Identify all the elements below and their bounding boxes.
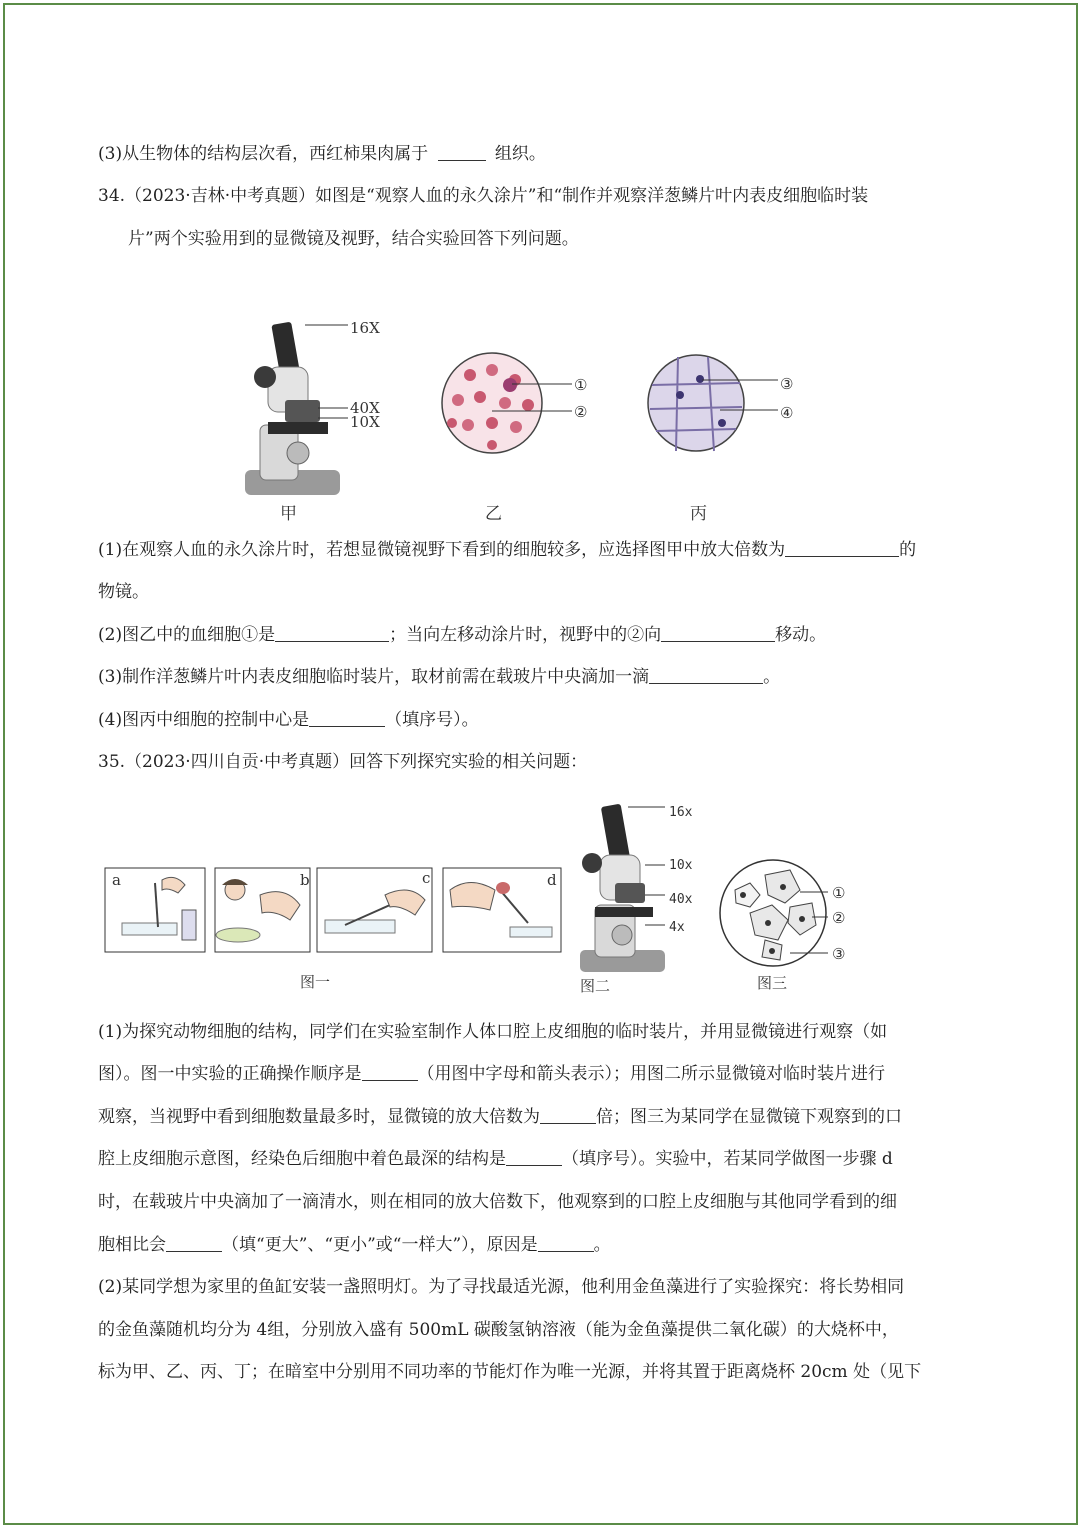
caption-fig2: 图二 bbox=[580, 977, 611, 995]
q34-p3-suffix: 。 bbox=[763, 667, 781, 687]
q34-stem-line1: 34.（2023·吉林·中考真题）如图是“观察人血的永久涂片”和“制作并观察洋葱鳞片叶内表皮细胞临时装 bbox=[98, 186, 869, 206]
fig1-panel-d bbox=[443, 868, 561, 952]
mag-4x-label: 4x bbox=[669, 920, 685, 935]
answer-blank[interactable] bbox=[506, 1147, 562, 1166]
label-2: ② bbox=[574, 403, 588, 421]
fig1-panel-b bbox=[215, 868, 310, 952]
q35-p1-line1: (1)为探究动物细胞的结构，同学们在实验室制作人体口腔上皮细胞的临时装片，并用显微镜进行观察（如 bbox=[98, 1022, 888, 1042]
q35-p1-line2-suffix: （用图中字母和箭头表示）；用图二所示显微镜对临时装片进行 bbox=[417, 1064, 885, 1084]
caption-yi: 乙 bbox=[485, 504, 502, 524]
q35-p2-line2: 的金鱼藻随机均分为 4组，分别放入盛有 500mL 碳酸氢钠溶液（能为金鱼藻提供二氧化碳）的大烧杯中， bbox=[98, 1320, 899, 1340]
q35-p1-line6-mid: （填“更大”、“更小”或“一样大”），原因是 bbox=[222, 1235, 538, 1255]
answer-blank[interactable] bbox=[166, 1233, 222, 1252]
q33-part3-suffix: 组织。 bbox=[494, 144, 546, 164]
q34-part3 bbox=[98, 665, 988, 689]
q35-p1-line5: 时，在载玻片中央滴加了一滴清水，则在相同的放大倍数下，他观察到的口腔上皮细胞与其他同学看到的细 bbox=[98, 1192, 897, 1212]
panel-c-label: c bbox=[422, 869, 431, 887]
mag-16x-label: 16X bbox=[350, 319, 380, 337]
q34-part2 bbox=[98, 623, 988, 647]
onion-epidermis-view bbox=[648, 355, 744, 451]
blood-smear-view bbox=[442, 353, 542, 453]
answer-blank[interactable] bbox=[275, 623, 389, 642]
mag-10x-label: 10X bbox=[350, 413, 380, 431]
q33-part3-text: (3)从生物体的结构层次看，西红柿果肉属于 bbox=[98, 144, 429, 164]
q35-p1-line2-text: 图）。图一中实验的正确操作顺序是 bbox=[98, 1064, 362, 1084]
mag-16x-label-2: 16x bbox=[669, 805, 693, 820]
q35-p2-line1: (2)某同学想为家里的鱼缸安装一盏照明灯。为了寻找最适光源，他利用金鱼藻进行了实验探究：将长势相同 bbox=[98, 1277, 905, 1297]
q35-p1-line3 bbox=[98, 1105, 988, 1129]
q34-p2-mid: ；当向左移动涂片时，视野中的②向 bbox=[389, 625, 662, 645]
q35-p1-line6-suffix: 。 bbox=[593, 1235, 611, 1255]
mag-10x-label-2: 10x bbox=[669, 858, 693, 873]
q35-p1-line4-text: 腔上皮细胞示意图，经染色后细胞中着色最深的结构是 bbox=[98, 1149, 506, 1169]
mag-40x-label-2: 40x bbox=[669, 892, 693, 907]
answer-blank[interactable] bbox=[540, 1105, 596, 1124]
q34-p1-suffix: 的 bbox=[899, 540, 917, 560]
panel-d-label: d bbox=[547, 871, 557, 889]
fig2-microscope bbox=[580, 804, 665, 972]
q35-p2-line3: 标为甲、乙、丙、丁；在暗室中分别用不同功率的节能灯作为唯一光源，并将其置于距离烧杯 20cm 处（见下 bbox=[98, 1362, 922, 1382]
label-3: ③ bbox=[780, 375, 794, 393]
q34-p2-suffix: 移动。 bbox=[775, 625, 827, 645]
q35-stem: 35.（2023·四川自贡·中考真题）回答下列探究实验的相关问题： bbox=[98, 752, 588, 772]
q34-p2-text: (2)图乙中的血细胞①是 bbox=[98, 625, 276, 645]
label-4: ④ bbox=[780, 404, 794, 422]
q34-part1 bbox=[98, 538, 988, 562]
label-1: ① bbox=[574, 376, 588, 394]
answer-blank[interactable] bbox=[438, 142, 486, 161]
caption-fig3: 图三 bbox=[757, 974, 788, 992]
answer-blank[interactable] bbox=[309, 708, 385, 727]
fig3-cheek-cells bbox=[720, 860, 826, 966]
q33-part3 bbox=[98, 142, 988, 166]
answer-blank[interactable] bbox=[538, 1233, 594, 1252]
q35-p1-line3-suffix: 倍；图三为某同学在显微镜下观察到的口 bbox=[596, 1107, 902, 1127]
fig3-label-3: ③ bbox=[832, 945, 846, 963]
answer-blank[interactable] bbox=[362, 1062, 418, 1081]
q34-p4-suffix: （填序号）。 bbox=[385, 710, 479, 730]
q34-p3-text: (3)制作洋葱鳞片叶内表皮细胞临时装片，取材前需在载玻片中央滴加一滴 bbox=[98, 667, 650, 687]
q34-part1-cont: 物镜。 bbox=[98, 582, 149, 602]
q34-p1-text: (1)在观察人血的永久涂片时，若想显微镜视野下看到的细胞较多，应选择图甲中放大倍数为 bbox=[98, 540, 786, 560]
q34-figure bbox=[230, 305, 830, 535]
panel-b-label: b bbox=[300, 871, 310, 889]
q35-p1-line2 bbox=[98, 1062, 988, 1086]
q34-p4-text: (4)图丙中细胞的控制中心是 bbox=[98, 710, 310, 730]
q34-stem-line2: 片”两个实验用到的显微镜及视野，结合实验回答下列问题。 bbox=[128, 229, 579, 249]
q35-p1-line6 bbox=[98, 1233, 988, 1257]
q35-p1-line4-suffix: （填序号）。实验中，若某同学做图一步骤 d bbox=[562, 1149, 893, 1169]
fig3-label-1: ① bbox=[832, 884, 846, 902]
q35-p1-line4 bbox=[98, 1147, 988, 1171]
answer-blank[interactable] bbox=[785, 538, 899, 557]
q35-p1-line6-text: 胞相比会 bbox=[98, 1235, 166, 1255]
q35-figure bbox=[100, 795, 860, 1000]
fig1-panel-c bbox=[317, 868, 432, 952]
caption-fig1: 图一 bbox=[300, 973, 331, 991]
mag-40x-label: 40X bbox=[350, 399, 380, 417]
answer-blank[interactable] bbox=[649, 665, 763, 684]
caption-jia: 甲 bbox=[280, 504, 297, 524]
answer-blank[interactable] bbox=[661, 623, 775, 642]
caption-bing: 丙 bbox=[690, 504, 707, 524]
panel-a-label: a bbox=[112, 871, 121, 889]
q35-p1-line3-text: 观察，当视野中看到细胞数量最多时，显微镜的放大倍数为 bbox=[98, 1107, 540, 1127]
q34-part4 bbox=[98, 708, 988, 732]
fig3-label-2: ② bbox=[832, 909, 846, 927]
